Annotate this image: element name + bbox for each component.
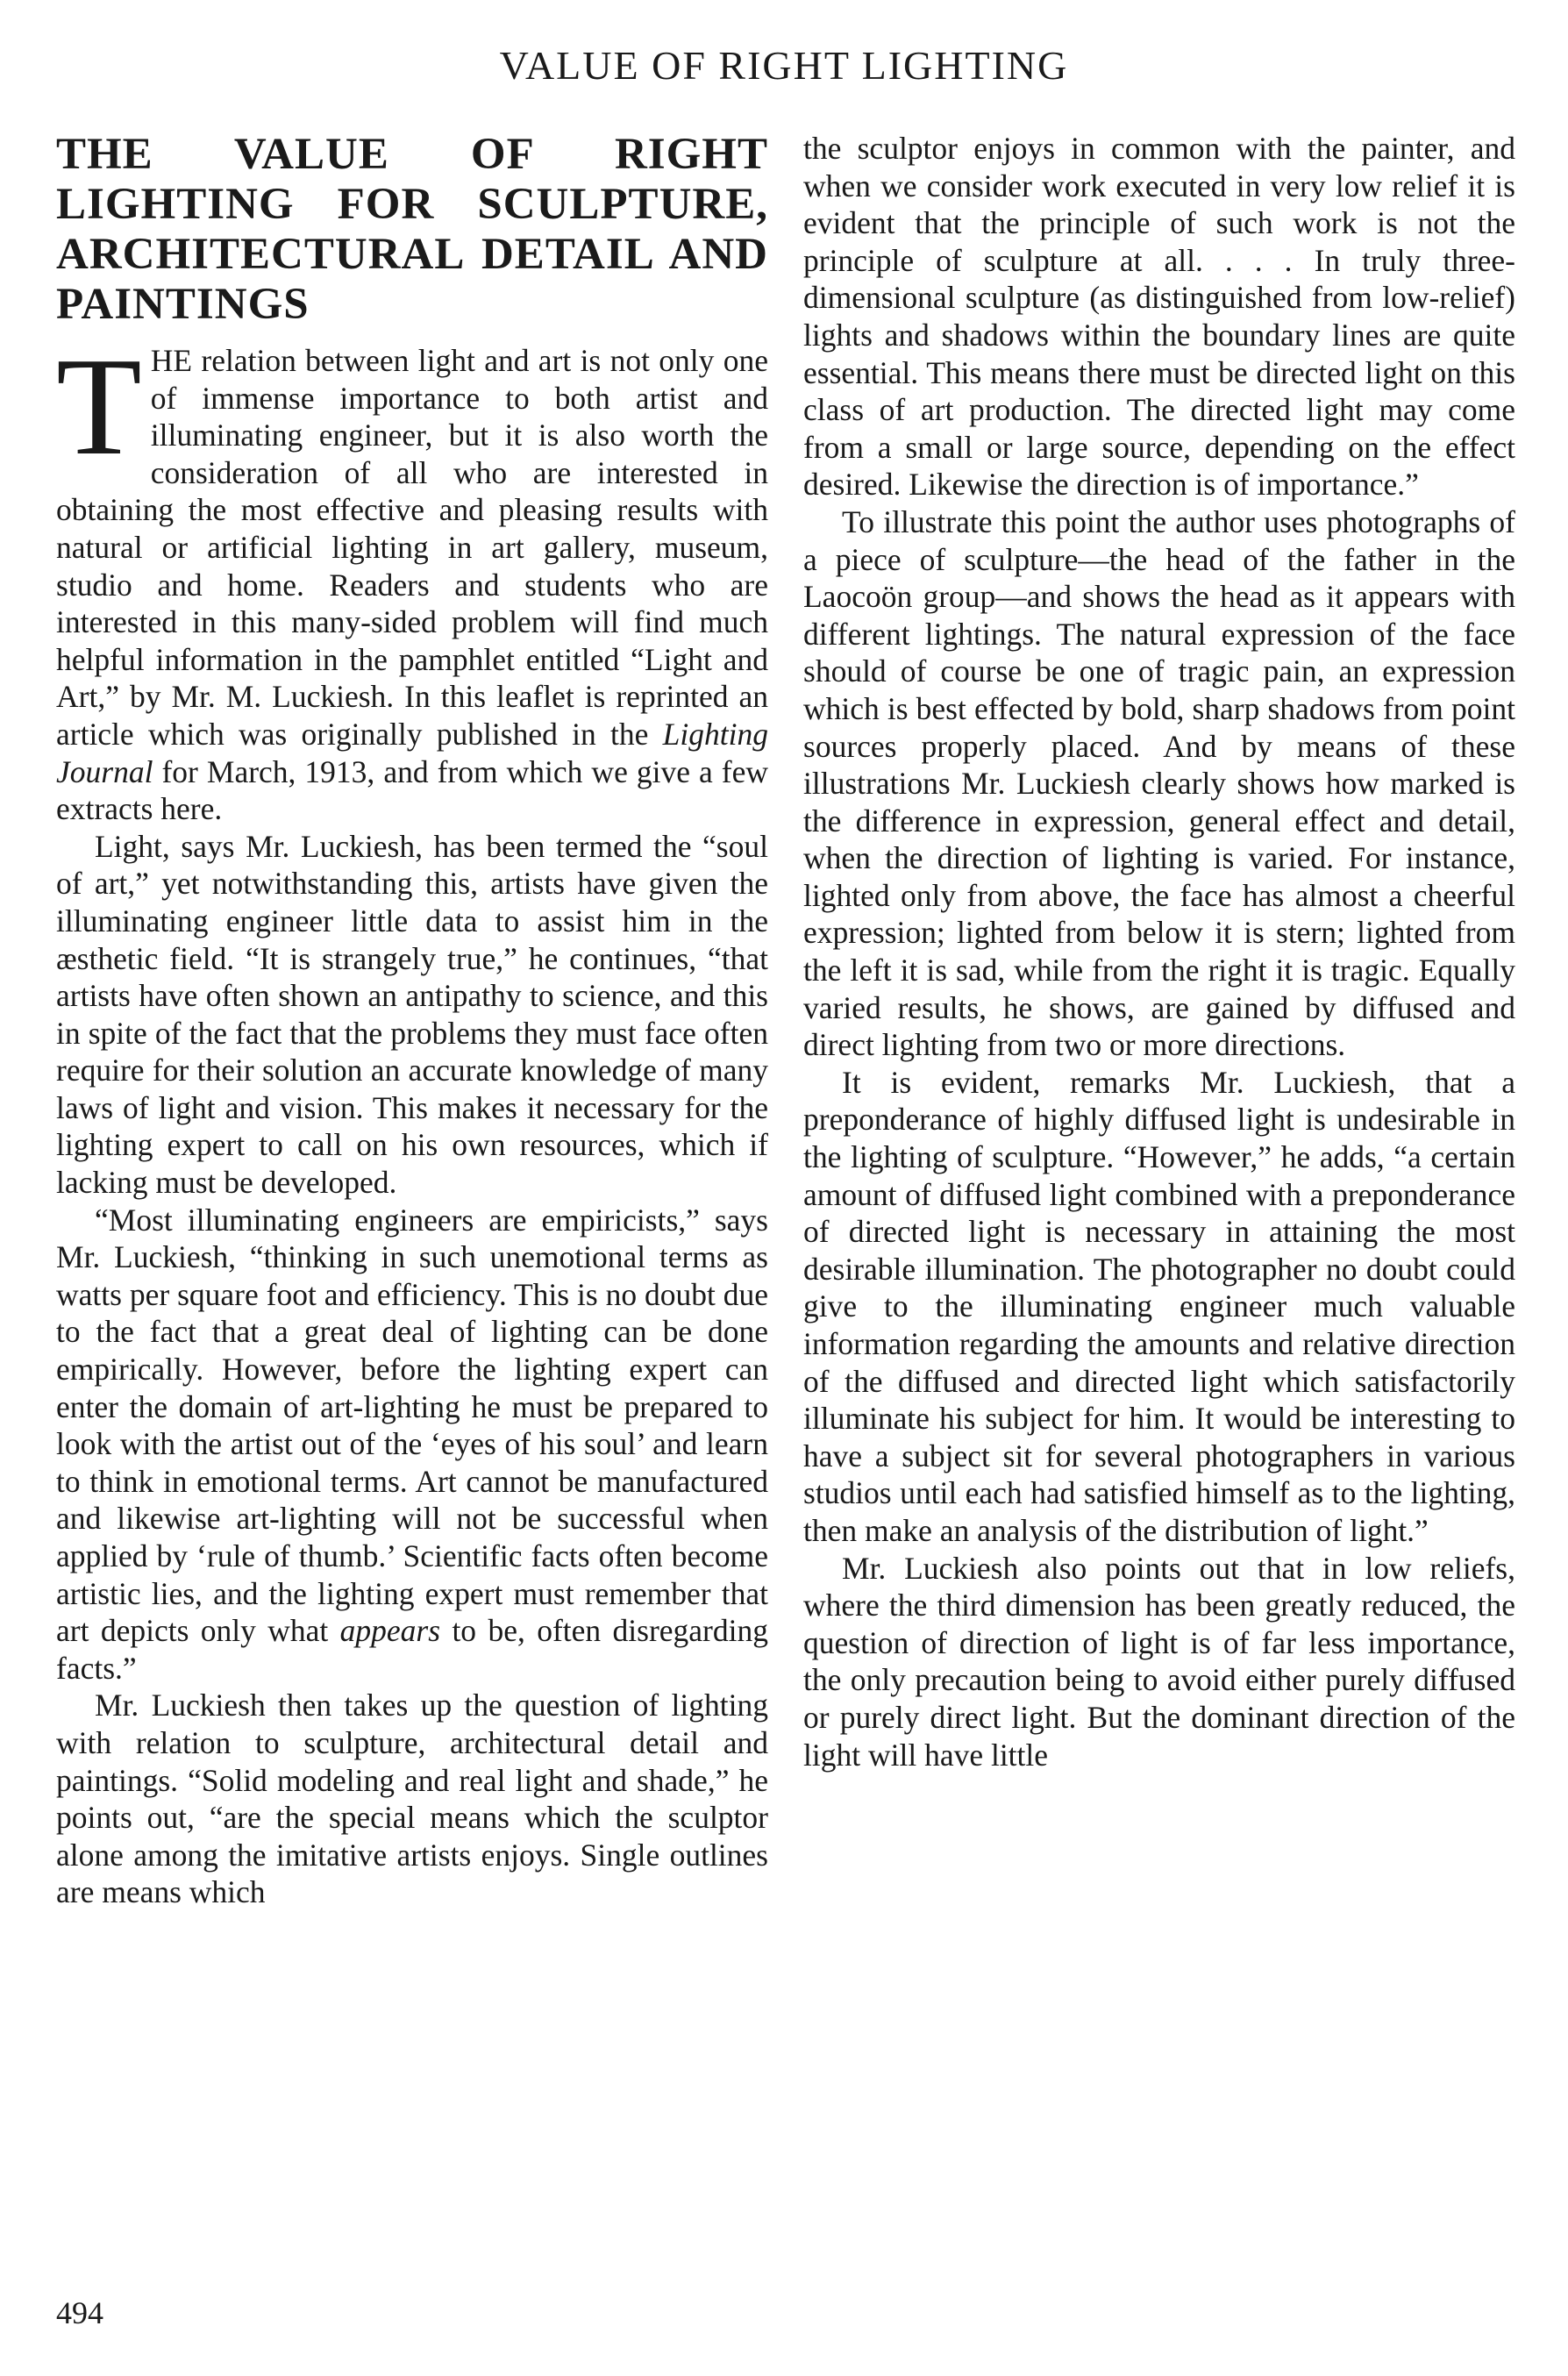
journal-title-italic: Lighting Journal	[56, 716, 768, 789]
paragraph-soul-of-art: Light, says Mr. Luckiesh, has been termed the “soul of art,” yet notwithstanding this, artists have given the illuminating engineer little data to assist him in the æsthetic field. “It is strangely true,” he continues, “that artists have often shown an antipathy to science, and this in spite of the fact that the problems they must face often require for their solution an accurate knowledge of many laws of light and vision. This makes it necessary for the lighting expert to call on his own resources, which if lacking must be developed.	[56, 828, 768, 1201]
paragraph-diffused-light: It is evident, remarks Mr. Luckiesh, that a preponderance of highly diffused light is undesirable in the lighting of sculpture. “However,” he adds, “a certain amount of diffused light combined with a preponderance of directed light is necessary in attaining the most desirable illumination. The photographer no doubt could give to the illuminating engineer much valuable information regarding the amounts and relative direction of the diffused and directed light which satisfactorily illuminate his subject for him. It would be interesting to have a subject sit for several photographers in various studios until each had satisfied himself as to the lighting, then make an analysis of the distribution of light.”	[803, 1064, 1515, 1548]
paragraph-sculpture-question: Mr. Luckiesh then takes up the question of lighting with relation to sculpture, architectural detail and paintings. “Solid modeling and real light and shade,” he points out, “are the special means which the sculptor alone among the imitative artists enjoys. Single outlines are means which	[56, 1687, 768, 1910]
article-title: THE VALUE OF RIGHT LIGHTING FOR SCULPTURE, ARCHITECTURAL DETAIL AND PAINTINGS	[56, 130, 768, 329]
paragraph-intro	[56, 328, 768, 828]
paragraph-empiricists	[56, 1202, 768, 1687]
appears-italic: appears	[339, 1613, 441, 1649]
intro-text-a: HE relation between light and art is not only one of immense importance to both artist and illuminating engineer, but it is also worth the consideration of all who are interested in obtaining the most effective and pleasing results with natural or artificial lighting in art gallery, museum, studio and home. Readers and students who are interested in this many-sided problem will find much helpful information in the pamphlet entitled “Light and Art,” by Mr. M. Luckiesh. In this leaflet is reprinted an article which was originally published in the	[56, 343, 768, 752]
running-head: VALUE OF RIGHT LIGHTING	[499, 43, 1069, 88]
drop-cap: T	[56, 328, 142, 484]
left-column	[56, 130, 768, 1911]
paragraph-sculptor-continued: the sculptor enjoys in common with the painter, and when we consider work executed in very low relief it is evident that the principle of such work is not the principle of sculpture at all. . . . In truly three-dimensional sculpture (as distinguished from low-relief) lights and shadows within the boundary lines are quite essential. This means there must be directed light on this class of art production. The directed light may come from a small or large source, depending on the effect desired. Likewise the direction is of importance.”	[803, 131, 1515, 503]
empiricists-text-a: “Most illuminating engineers are empiricists,” says Mr. Luckiesh, “thinking in such unemotional terms as watts per square foot and efficiency. This is no doubt due to the fact that a great deal of lighting can be done empirically. However, before the lighting expert can enter the domain of art-lighting he must be prepared to look with the artist out of the ‘eyes of his soul’ and learn to think in emotional terms. Art cannot be manufactured and likewise art-lighting will not be successful when applied by ‘rule of thumb.’ Scientific facts often become artistic lies, and the lighting expert must remember that art depicts only what	[56, 1202, 768, 1649]
paragraph-laocoon: To illustrate this point the author uses photographs of a piece of sculpture—the head of the father in the Laocoön group—and shows the head as it appears with different lightings. The natural expression of the face should of course be one of tragic pain, an expression which is best effected by bold, sharp shadows from point sources properly placed. And by means of these illustrations Mr. Luckiesh clearly shows how marked is the difference in expression, general effect and detail, when the direction of lighting is varied. For instance, lighted only from above, the face has almost a cheerful expression; lighted from below it is stern; lighted from the left it is sad, while from the right it is tragic. Equally varied results, he shows, are gained by diffused and direct lighting from two or more directions.	[803, 503, 1515, 1063]
page-number: 494	[56, 2295, 103, 2330]
right-column	[803, 130, 1515, 1773]
intro-text-b: for March, 1913, and from which we give a few extracts here.	[56, 753, 768, 827]
empiricists-text-b: to be, often disregarding facts.”	[56, 1613, 768, 1686]
paragraph-low-reliefs: Mr. Luckiesh also points out that in low reliefs, where the third dimension has been greatly reduced, the question of direction of light is of far less importance, the only precaution being to avoid either purely diffused or purely direct light. But the dominant direction of the light will have little	[803, 1550, 1515, 1773]
